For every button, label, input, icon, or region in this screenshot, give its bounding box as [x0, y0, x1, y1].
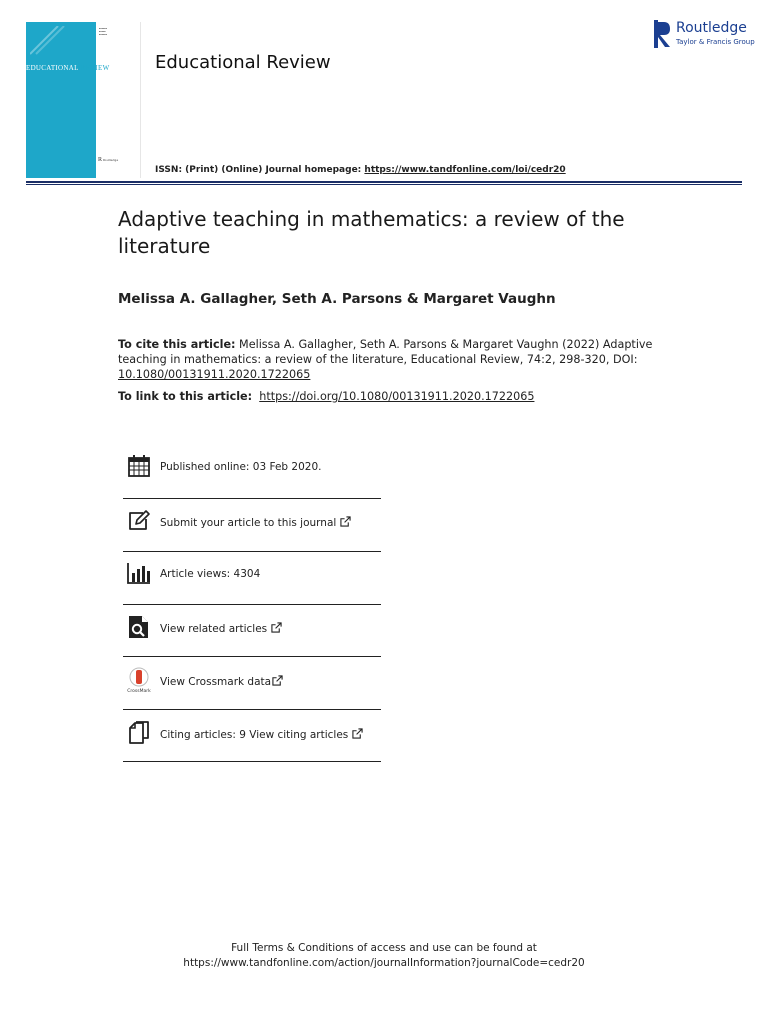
journal-title[interactable]: Educational Review: [155, 52, 331, 73]
info-item-related[interactable]: [123, 619, 381, 639]
citing-articles-label: Citing articles: 9 View citing articles: [160, 729, 349, 741]
bar-chart-icon: [127, 561, 151, 585]
issn-line: [155, 165, 566, 175]
info-divider: [123, 656, 381, 657]
calendar-icon: [127, 454, 151, 478]
crossmark-icon: [127, 666, 151, 694]
article-authors: Melissa A. Gallagher, Seth A. Parsons & Margaret Vaughn: [118, 291, 556, 307]
header-divider-thin: [26, 184, 742, 185]
external-link-icon: [340, 516, 351, 527]
info-item-views: [123, 565, 381, 585]
info-divider: [123, 551, 381, 552]
article-title: Adaptive teaching in mathematics: a review of the literature: [118, 207, 625, 258]
cover-stripes-decoration: [30, 26, 70, 56]
info-divider: [123, 761, 381, 762]
crossmark-label: CrossMark: [127, 689, 151, 694]
cover-title: [26, 64, 136, 76]
article-doi-url-link[interactable]: https://doi.org/10.1080/00131911.2020.1722065: [259, 390, 535, 403]
related-articles-link[interactable]: [160, 622, 282, 635]
journal-homepage-link[interactable]: https://www.tandfonline.com/loi/cedr20: [364, 165, 566, 175]
edit-icon: [127, 509, 151, 533]
search-document-icon: [127, 615, 151, 639]
info-item-crossmark[interactable]: [123, 672, 381, 692]
cover-fine-print: ▪▪▪▪▪▪ ▪▪▪▪▪ ▪▪▪▪▪▪: [99, 28, 108, 36]
footer-terms-text: Full Terms & Conditions of access and use can be found at: [231, 942, 537, 954]
cover-publisher: [98, 158, 122, 170]
issn-text: ISSN: (Print) (Online) Journal homepage:: [155, 165, 365, 175]
footer-terms-link[interactable]: https://www.tandfonline.com/action/journalInformation?journalCode=cedr20: [183, 957, 585, 969]
citation-block: [118, 337, 658, 382]
footer-terms: [0, 941, 768, 971]
publisher-subtitle: Taylor & Francis Group: [676, 38, 755, 46]
info-divider: [123, 604, 381, 605]
external-link-icon: [352, 728, 363, 739]
publisher-name: Routledge: [676, 20, 747, 36]
article-link-line: [118, 390, 534, 403]
article-views: Article views: 4304: [160, 568, 261, 580]
crossmark-link[interactable]: [160, 675, 283, 688]
submit-article-link[interactable]: [160, 516, 351, 529]
external-link-icon: [271, 622, 282, 633]
article-link-label: To link to this article:: [118, 390, 253, 403]
info-item-submit[interactable]: [123, 513, 381, 533]
cover-publisher-name: Routledge: [102, 158, 119, 162]
documents-icon: [127, 721, 151, 745]
citing-articles-link[interactable]: [160, 728, 363, 741]
cover-r-logo-icon: R: [98, 157, 103, 163]
info-divider: [123, 709, 381, 710]
external-link-icon: [272, 675, 283, 686]
info-item-published: [123, 458, 381, 478]
journal-cover-panel: [96, 22, 141, 178]
routledge-r-icon: [654, 20, 672, 48]
info-divider: [123, 498, 381, 499]
published-date: Published online: 03 Feb 2020.: [160, 461, 322, 473]
citation-label: To cite this article:: [118, 338, 236, 351]
citation-doi-link[interactable]: 10.1080/00131911.2020.1722065: [118, 368, 311, 381]
related-articles-label: View related articles: [160, 623, 268, 635]
info-item-citing[interactable]: [123, 725, 381, 745]
cover-title-part2: REVIEW: [80, 64, 110, 72]
header-divider: [26, 181, 742, 183]
crossmark-data-label: View Crossmark data: [160, 676, 272, 688]
submit-article-label: Submit your article to this journal: [160, 517, 337, 529]
citation-text: Melissa A. Gallagher, Seth A. Parsons & Margaret Vaughn (2022) Adaptive teaching in mathematics: a review of the literature, Educational Review, 74:2, 298-320, DOI:: [118, 338, 653, 366]
cover-title-part1: EDUCATIONAL: [26, 64, 79, 72]
